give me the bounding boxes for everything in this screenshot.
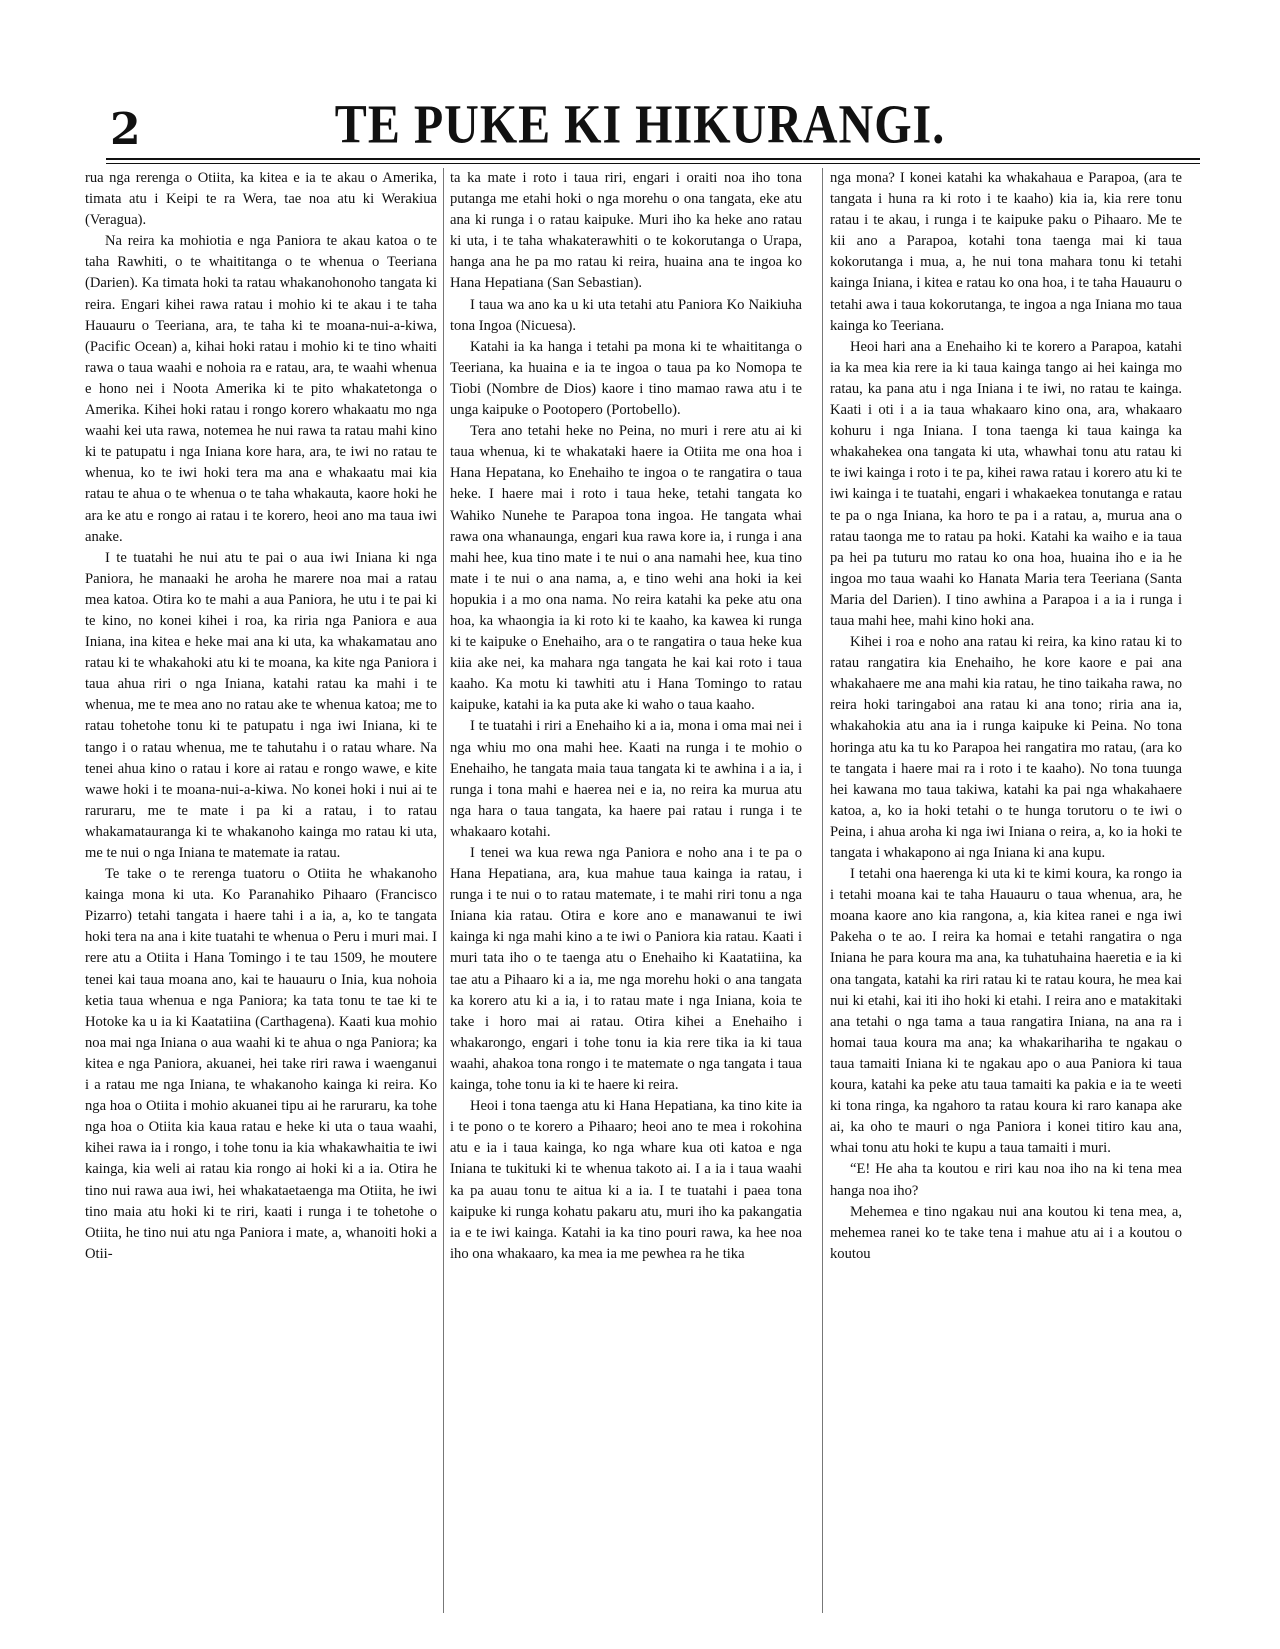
header-rule (106, 158, 1200, 160)
article-column-2 (450, 168, 802, 1628)
paragraph: I tenei wa kua rewa nga Paniora e noho ana i te pa o Hana Hepatiana, ara, kua mahue taua kainga ia ratau, i runga i te nui o to ratau matemate, i te mahi riri tonu a nga Iniana kia ratau. Otira e kore ano e manawanui te iwi kainga ki nga mahi kino a te iwi o Paniora kia ratau. Kaati i muri tata iho o te taenga atu o Enehaiho ki Kaatatiina, ka tae atu a Pihaaro ki a ia, me nga morehu hoki o ana tangata ka korero atu ki a ia, i to ratau mate i nga Iniana, koia te take i horo mai ai ratau. Otira kihei a Enehaiho i whakarongo, engari i tohe tonu ia kia rere tika ia ki taua waahi, ahakoa tona rongo i te matemate o nga tangata i taua kainga, tohe tonu ia ki te haere ki reira. (450, 845, 802, 1094)
paragraph: Heoi hari ana a Enehaiho ki te korero a Parapoa, katahi ia ka mea kia rere ia ki taua kainga tango ai hei kainga mo ratau, ka pana atu i nga Iniana i te iwi, no ratau te kainga. Kaati i oti i a ia taua whakaaro kino ona, ara, whakaaro kohuru i nga Iniana. I tona taenga ki taua kainga ka whakahekea ona tangata ki uta, whawhai tonu atu ratau ki te iwi kainga i roto i te pa, kihei rawa ratau i korero atu ki te iwi kainga i te tuatahi, engari i whakaekea tonutanga e ratau te pa o nga Iniana, ka horo te pa i a ratau, a, murua ana o ratau taonga me to ratau pa hoki. Katahi ka waiho e ia taua pa hei pa tuturu mo ratau ko ona hoa, huaina iho e ia he ingoa mo taua waahi ko Hanata Maria tera Teeriana (Santa Maria del Darien). I tino awhina a Parapoa i a ia i runga i taua mahi hee, mahi kino hoki ana. (830, 338, 1182, 629)
paragraph: Heoi i tona taenga atu ki Hana Hepatiana, ka tino kite ia i te pono o te korero a Pihaaro; heoi ano te mea i rokohina atu e ia i taua kainga, ko nga whare kua oti katoa e nga Iniana te tukituki ki te whenua takoto ai. I a ia i taua waahi ka pa auau tonu te aitua ki a ia. I te tuatahi i paea tona kaipuke ki runga kohatu pakaru atu, muri iho ka pakangatia ia e te iwi kainga. Katahi ia ka tino pouri rawa, ka hee noa iho ona whakaaro, ka mea ia me pewhea ra he tika (450, 1098, 802, 1262)
paragraph: rua nga rerenga o Otiita, ka kitea e ia te akau o Amerika, timata atu i Keipi te ra Wera, tae noa atu ki Werakiua (Veragua). (85, 170, 437, 229)
paragraph: I te tuatahi i riri a Enehaiho ki a ia, mona i oma mai nei i nga whiu mo ona mahi hee. Kaati na runga i te mohio o Enehaiho, he tangata maia taua tangata ki te awhina i a ia, i runga i tona mahi e haerea nei e ia, no reira ka murua atu nga hara o taua tangata, ka haere pai ratau i runga i te whakaaro kotahi. (450, 718, 802, 840)
column-divider (822, 168, 823, 1613)
paragraph: I taua wa ano ka u ki uta tetahi atu Paniora Ko Naikiuha tona Ingoa (Nicuesa). (450, 296, 802, 334)
column-divider (443, 168, 444, 1613)
paragraph: Na reira ka mohiotia e nga Paniora te akau katoa o te taha Rawhiti, o te whaititanga o te whenua o Teeriana (Darien). Ka timata hoki ta ratau whakanohonoho tangata ki reira. Engari kihei rawa ratau i mohio ki te akau i te taha Hauauru o Teeriana, ara, te taha ki te moana-nui-a-kiwa, (Pacific Ocean) a, kihai hoki ratau i mohio ki te tino whaiti rawa o taua waahi e nohoia ra e ratau, ara, te waahi whenua e hono nei i Noota Amerika ki te pito whakatetonga o Amerika. Kihei hoki ratau i rongo korero whakaatu mo nga waahi kei uta rawa, notemea he nui rawa ta ratau mahi kino ki te patupatu i nga Iniana kore hara, ara, te iwi no ratau te whenua, ko te iwi hoki tera ma ana e whakaatu mai kia ratau te ahua o te whenua o te taha whakauta, kaore hoki he ara ke atu e rongo ai ratau i te korero, heoi ano ma taua iwi anake. (85, 233, 437, 545)
paragraph: I tetahi ona haerenga ki uta ki te kimi koura, ka rongo ia i tetahi moana kai te taha Hauauru o taua whenua, ara, he moana kaore ano kia rangona, a, kia kitea ranei e nga iwi Pakeha o te ao. I reira ka homai e tetahi rangatira o nga Iniana he para koura ma ana, ka tuhatuhaina haeretia e ia ki ona tangata, katahi ka riri ratau ki te ratau koura, he mea kai nui ki etahi, kai iti iho hoki ki etahi. I reira ano e matakitaki ana tetahi o nga tama a taua rangatira Iniana, na ana ra i homai taua koura ma ana; ka whakarihariha te ngakau o taua tamaiti Iniana ki te ngakau apo o aua Paniora ki taua koura, katahi ka peke atu taua tamaiti ka pakia e ia te weeti ki tona ringa, ka ngahoro ta ratau koura ki raro kanapa ake ai, ka oho te mauri o nga Paniora i konei titiro kau ana, whai tonu atu hoki te kupu a taua tamaiti i muri. (830, 866, 1182, 1157)
header-rule-thin (106, 163, 1200, 164)
paragraph: Kihei i roa e noho ana ratau ki reira, ka kino ratau ki to ratau rangatira kia Enehaiho, he kore kaore e pai ana whakahaere me ana mahi kia ratau, he tino taikaha rawa, no reira hoki taringaboi ana ratau ki ana tono; riria ana ia, whakahokia atu ana ia i runga kaipuke ki Peina. No tona horinga atu ka tu ko Parapoa hei rangatira mo ratau, (ara ko te tangata i haere mai ra i roto i te kaaho). No tona tuunga hei kawana mo taua takiwa, katahi ka pai nga whakahaere katoa, a, ko ia hoki tetahi o te hunga torutoru o te iwi o Peina, i ahua aroha ki nga iwi Iniana o reira, a, ko ia hoki te tangata i whakapono ai nga Iniana ki ana kupu. (830, 634, 1182, 861)
masthead-title: TE PUKE KI HIKURANGI. (334, 93, 946, 155)
paragraph: nga mona? I konei katahi ka whakahaua e Parapoa, (ara te tangata i huna ra ki roto i te kaaho) kia ia, kia rere tonu ratau i te akau, i runga i te kaipuke paku o Pihaaro. Me te kii ano a Parapoa, kotahi tona taenga mai ki taua kokorutanga i mua, a, he nui tona mahara tonu ki tetahi kainga Iniana, i kitea e ratau ko ona hoa, i te taha Hauauru o tetahi awa i taua kokorutanga, te ingoa a nga Iniana mo taua kainga ko Teeriana. (830, 170, 1182, 334)
paragraph: Katahi ia ka hanga i tetahi pa mona ki te whaititanga o Teeriana, ka huaina e ia te ingoa o taua pa ko Nomopa te Tiobi (Nombre de Dios) kaore i tino mamao rawa atu i te unga kaipuke o Pootopero (Portobello). (450, 338, 802, 419)
paragraph: Mehemea e tino ngakau nui ana koutou ki tena mea, a, mehemea ranei ko te take tena i mahue atu ai i a koutou o koutou (830, 1203, 1182, 1262)
article-column-1 (85, 168, 437, 1628)
paragraph: ta ka mate i roto i taua riri, engari i oraiti noa iho tona putanga me etahi hoki o nga morehu o ona tangata, eke atu ana ki runga i o ratau kaipuke. Muri iho ka heke ano ratau ki uta, i te taha whakaterawhiti o te kokorutanga o Urapa, hanga ana he pa mo ratau ki reira, huaina ana te ingoa ko Hana Hepatiana (San Sebastian). (450, 170, 802, 292)
page-number: 2 (110, 104, 141, 155)
paragraph: I te tuatahi he nui atu te pai o aua iwi Iniana ki nga Paniora, he manaaki he aroha he marere noa mai a ratau mea katoa. Otira ko te mahi a aua Paniora, he utu i te pai ki te kino, no konei kihei i roa, ka riria nga Paniora e aua Iniana, ina kitea e heke mai ana ki uta, ka whakamatau ano ratau ki te whakahoki atu ki te moana, ka kite nga Paniora i taua ahua riri o nga Iniana, katahi ratau ka mahi i te whenua, me te mea ano no ratau ake te whenua katoa; me to ratau tohetohe tonu ki te patupatu i nga iwi Iniana, ki te tango i o ratau whenua, me te tahutahu i o ratau whare. Na tenei ahua kino o ratau i kore ai ratau e rongo wawe, e kite wawe hoki i te moana-nui-a-kiwa. No konei hoki i nui ai te raruraru, me te mate i pa ki a ratau, i to ratau whakamatauranga ki te whakanoho kainga mo ratau ki uta, me te nui o nga Iniana te matemate ia ratau. (85, 549, 437, 861)
paragraph: Te take o te rerenga tuatoru o Otiita he whakanoho kainga mona ki uta. Ko Paranahiko Pihaaro (Francisco Pizarro) tetahi tangata i haere tahi i a ia, a, ko te tangata hoki tera na ana i kite tuatahi te whenua o Peru i muri mai. I rere atu a Otiita i Hana Tomingo i te tau 1509, he moutere tenei kai taua moana ano, kai te hauauru o Inia, kua nohoia ketia taua whenua e nga Paniora; ka tata tonu te tae ki te Hotoke ka u ia ki Kaatatiina (Carthagena). Kaati kua mohio noa mai nga Iniana o aua waahi ki te ahua o nga Paniora; ka kitea e nga Paniora, akuanei, hei take riri rawa i waenganui i a ratau me nga Iniana, te whakanoho kainga ki reira. Ko nga hoa o Otiita i mohio akuanei tipu ai he raruraru, ka tohe nga hoa o Otiita kia kaua ratau e heke ki uta o taua waahi, kihei rawa ia i rongo, i tohe tonu ia kia whakawhaitia te iwi kainga, kia weli ai ratau kia rongo ai hoki ki a ia. Otira he tino nui rawa aua iwi, hei whakataetaenga ma Otiita, he iwi tino maia atu hoki ki te riri, kaati i runga i te tohetohe o Otiita, he tino nui atu nga Paniora i mate, a, whanoiti hoki a Otii- (85, 866, 437, 1262)
paragraph: “E! He aha ta koutou e riri kau noa iho na ki tena mea hanga noa iho? (830, 1161, 1182, 1199)
paragraph: Tera ano tetahi heke no Peina, no muri i rere atu ai ki taua whenua, ki te whakataki haere ia Otiita me ona hoa i Hana Hepatana, ko Enehaiho te ingoa o te rangatira o taua heke. I haere mai i roto i taua heke, tetahi tangata ko Wahiko Nunehe te Parapoa tona ingoa. He tangata whai rawa ona whanaunga, engari kua rawa kore ia, i runga i ana mahi hee, kua tino mate i te nui o ana namahi hee, kua tino mate i te nui o ana nama, a, e tino wehi ana hoki ia kei hopukia i a mo ona nama. No reira katahi ka peke atu ona hoa, ka whaongia ia ki roto ki te kaaho, ka kawea ki runga ki te kaipuke o Enehaiho, ara o te rangatira o taua heke kua kiia ake nei, ka mahara nga tangata he kai kai roto i taua kaaho. Ka motu ki tawhiti atu i Hana Tomingo to ratau kaipuke, katahi ia ka puta ake ki waho o taua kaaho. (450, 423, 802, 714)
article-column-3 (830, 168, 1182, 1628)
